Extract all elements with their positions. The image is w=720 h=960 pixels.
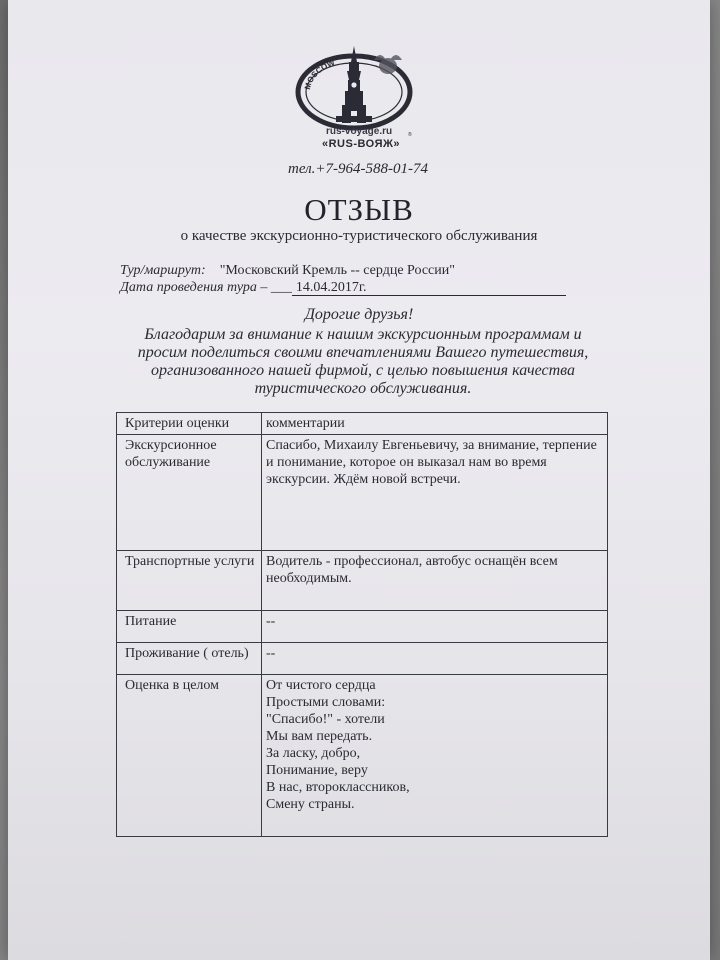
poem-line: Простыми словами: (266, 695, 386, 710)
table-header-row (117, 413, 608, 435)
phone-number: тел.+7-964-588-01-74 (288, 161, 429, 177)
tour-value: "Московский Кремль -- сердце России" (219, 263, 455, 278)
logo-arc-text: MOSCOW (302, 58, 337, 91)
header-comments: комментарии (262, 413, 608, 435)
row-comment: Спасибо, Михаилу Евгеньевичу, за внимание, терпение и понимание, которое он выказал нам во время экскурсии. Ждём новой встречи. (262, 435, 608, 551)
row-criterion: Питание (117, 611, 262, 643)
table-row (117, 551, 608, 611)
poem-line: В нас, второклассников, (266, 780, 410, 795)
date-label: Дата проведения тура – ___ (120, 280, 292, 295)
poem-line: За ласку, добро, (266, 746, 361, 761)
greeting: Дорогие друзья! (304, 306, 414, 323)
row-comment: -- (262, 643, 608, 675)
document-page (8, 0, 710, 960)
header-criteria: Критерии оценки (117, 413, 262, 435)
row-criterion: Оценка в целом (117, 675, 262, 837)
poem-line: Мы вам передать. (266, 729, 373, 744)
poem-line: От чистого сердца (266, 678, 376, 693)
tour-row (120, 263, 455, 279)
poem-line: "Спасибо!" - хотели (266, 712, 385, 727)
row-comment: Водитель - профессионал, автобус оснащён всем необходимым. (262, 551, 608, 611)
table-row (117, 611, 608, 643)
tour-label: Тур/маршрут: (120, 263, 206, 278)
table-row (117, 675, 608, 837)
row-comment-poem (262, 675, 608, 837)
table-row (117, 435, 608, 551)
date-value: 14.04.2017г. (292, 280, 566, 296)
intro-text: Благодарим за внимание к нашим экскурсионным программам и просим поделиться своими впечатлениями Вашего путешествия, организованного нашей фирмой, с целью повышения качества туристического обслуживания. (137, 326, 589, 397)
row-criterion: Транспортные услуги (117, 551, 262, 611)
table-row (117, 643, 608, 675)
page-title: ОТЗЫВ (304, 192, 414, 227)
row-comment: -- (262, 611, 608, 643)
svg-text:®: ® (408, 132, 412, 138)
logo-site: rus-voyage.ru (326, 126, 393, 137)
logo-brand: «RUS-ВОЯЖ» (322, 138, 401, 150)
poem-line: Понимание, веру (266, 763, 368, 778)
row-criterion: Экскурсионное обслуживание (117, 435, 262, 551)
page-subtitle: о качестве экскурсионно-туристического обслуживания (180, 228, 538, 244)
date-row (120, 280, 566, 296)
poem-line: Смену страны. (266, 797, 355, 812)
criteria-table (116, 412, 608, 837)
row-criterion: Проживание ( отель) (117, 643, 262, 675)
